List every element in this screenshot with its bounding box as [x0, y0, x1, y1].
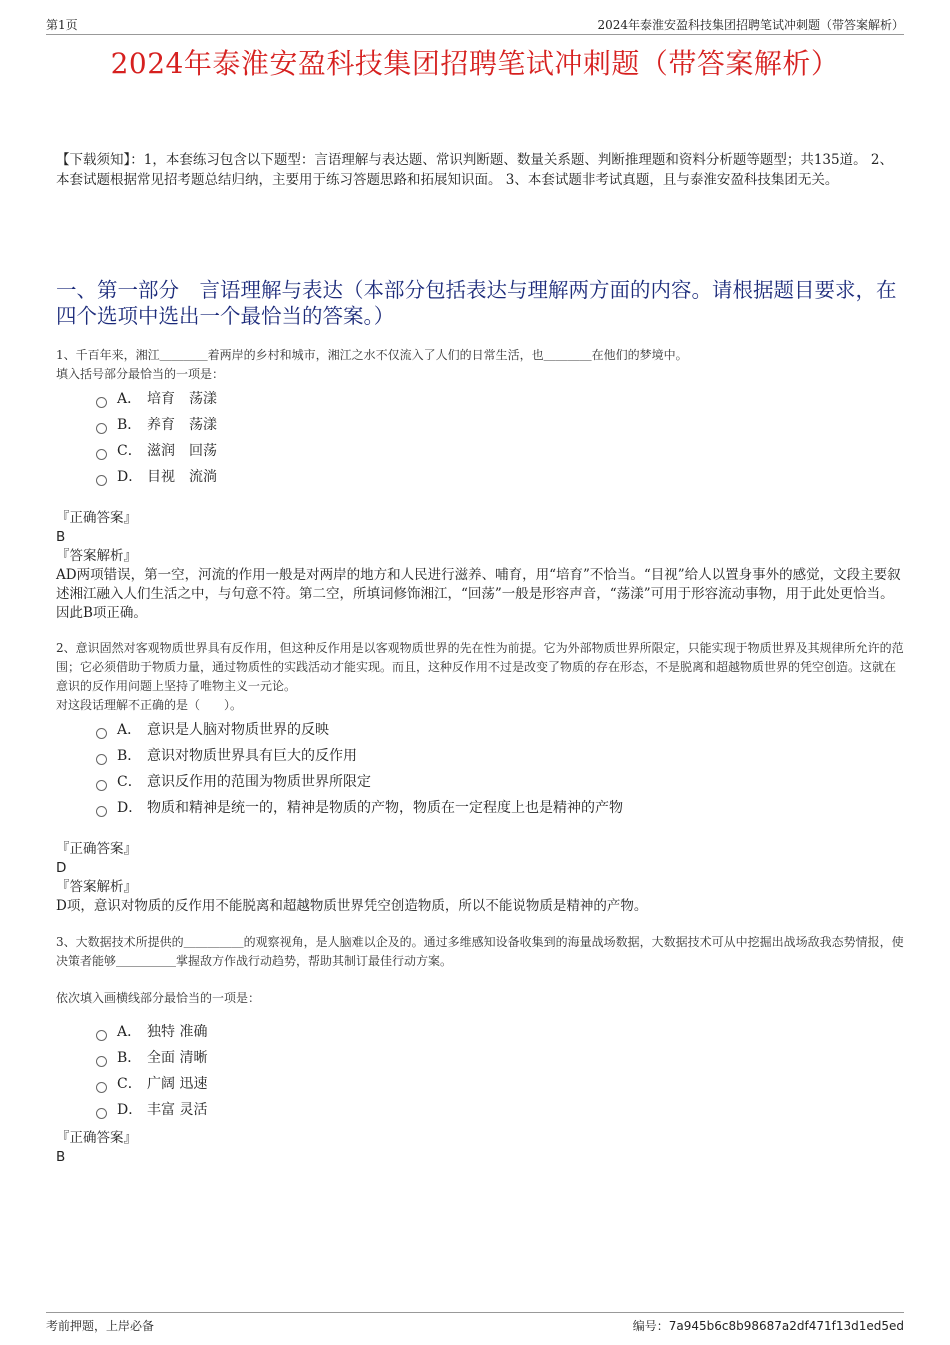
analysis-label: 『答案解析』 [56, 879, 137, 895]
question-2-stem [56, 639, 904, 715]
footer-slogan: 考前押题，上岸必备 [46, 1319, 155, 1333]
radio-icon[interactable] [96, 1082, 107, 1093]
question-1-stem [56, 346, 904, 384]
question-prompt: 对这段话理解不正确的是（ ）。 [56, 698, 243, 712]
option-d[interactable]: D． 丰富 灵活 [96, 1097, 207, 1123]
question-prompt: 依次填入画横线部分最恰当的一项是： [56, 991, 261, 1005]
analysis-text: D项，意识对物质的反作用不能脱离和超越物质世界凭空创造物质，所以不能说物质是精神的产物。 [56, 898, 648, 914]
radio-icon[interactable] [96, 449, 107, 460]
radio-icon[interactable] [96, 780, 107, 791]
section-heading: 一、第一部分 言语理解与表达（本部分包括表达与理解两方面的内容。请根据题目要求，在四个选项中选出一个最恰当的答案。） [56, 278, 897, 328]
page-number: 第1页 [46, 18, 78, 32]
page-footer [46, 1312, 904, 1333]
radio-icon[interactable] [96, 754, 107, 765]
radio-icon[interactable] [96, 423, 107, 434]
question-prompt: 填入括号部分最恰当的一项是： [56, 367, 225, 381]
option-b[interactable]: B． 养育 荡漾 [96, 412, 217, 438]
answer-value: D [56, 860, 67, 876]
answer-label: 『正确答案』 [56, 510, 137, 526]
question-1-options [96, 386, 217, 490]
question-3-options [96, 1019, 207, 1123]
analysis-text: AD两项错误，第一空，河流的作用一般是对两岸的地方和人民进行滋养、哺育，用“培育”不恰当。“目视”给人以置身事外的感觉，文段主要叙述湘江融入人们生活之中，与句意不符。第二空，所填词修饰湘江，“回荡”一般是形容声音，“荡漾”可用于形容流动事物，用于此处更恰当。因此B项正确。 [56, 567, 901, 621]
option-d[interactable]: D． 物质和精神是统一的，精神是物质的产物，物质在一定程度上也是精神的产物 [96, 795, 623, 821]
question-text: 3、大数据技术所提供的＿＿＿＿＿的观察视角，是人脑难以企及的。通过多维感知设备收集到的海量战场数据，大数据技术可从中挖掘出战场敌我态势情报，使决策者能够＿＿＿＿＿掌握敌方作战行动趋势，帮助其制订最佳行动方案。 [56, 935, 904, 968]
answer-value: B [56, 529, 66, 545]
radio-icon[interactable] [96, 397, 107, 408]
question-3-answer [56, 1129, 904, 1167]
answer-value: B [56, 1149, 66, 1165]
option-a[interactable]: A． 意识是人脑对物质世界的反映 [96, 717, 623, 743]
download-notice: 【下载须知】：1，本套练习包含以下题型：言语理解与表达题、常识判断题、数量关系题、判断推理题和资料分析题等题型；共135道。 2、本套试题根据常见招考题总结归纳，主要用于练习答题思路和拓展知识面。 3、本套试题非考试真题，且与泰淮安盈科技集团无关。 [56, 152, 893, 188]
question-2-options [96, 717, 623, 821]
page-header [46, 12, 904, 35]
analysis-label: 『答案解析』 [56, 548, 137, 564]
option-b[interactable]: B． 意识对物质世界具有巨大的反作用 [96, 743, 623, 769]
option-b[interactable]: B． 全面 清晰 [96, 1045, 207, 1071]
option-c[interactable]: C． 广阔 迅速 [96, 1071, 207, 1097]
answer-label: 『正确答案』 [56, 1130, 137, 1146]
header-doc-title: 2024年泰淮安盈科技集团招聘笔试冲刺题（带答案解析） [597, 18, 904, 32]
question-2-answer [56, 840, 904, 916]
answer-label: 『正确答案』 [56, 841, 137, 857]
radio-icon[interactable] [96, 1056, 107, 1067]
question-text: 1、千百年来，湘江＿＿＿＿着两岸的乡村和城市，湘江之水不仅流入了人们的日常生活，也＿＿＿＿在他们的梦境中。 [56, 348, 688, 362]
option-c[interactable]: C． 滋润 回荡 [96, 438, 217, 464]
footer-document-id: 编号：7a945b6c8b98687a2df471f13d1ed5ed [632, 1319, 904, 1333]
option-a[interactable]: A． 培育 荡漾 [96, 386, 217, 412]
option-d[interactable]: D． 目视 流淌 [96, 464, 217, 490]
question-text: 2、意识固然对客观物质世界具有反作用，但这种反作用是以客观物质世界的先在性为前提。它为外部物质世界所限定，只能实现于物质世界及其规律所允许的范围；它必须借助于物质力量，通过物质性的实践活动才能实现。而且，这种反作用不过是改变了物质的存在形态，不是脱离和超越物质世界的凭空创造。这就在意识的反作用问题上坚持了唯物主义一元论。 [56, 641, 904, 693]
document-title: 2024年泰淮安盈科技集团招聘笔试冲刺题（带答案解析） [110, 47, 840, 80]
radio-icon[interactable] [96, 728, 107, 739]
radio-icon[interactable] [96, 1030, 107, 1041]
option-c[interactable]: C． 意识反作用的范围为物质世界所限定 [96, 769, 623, 795]
radio-icon[interactable] [96, 1108, 107, 1119]
radio-icon[interactable] [96, 806, 107, 817]
radio-icon[interactable] [96, 475, 107, 486]
option-a[interactable]: A． 独特 准确 [96, 1019, 207, 1045]
question-3-stem [56, 933, 904, 1008]
question-1-answer [56, 509, 904, 623]
